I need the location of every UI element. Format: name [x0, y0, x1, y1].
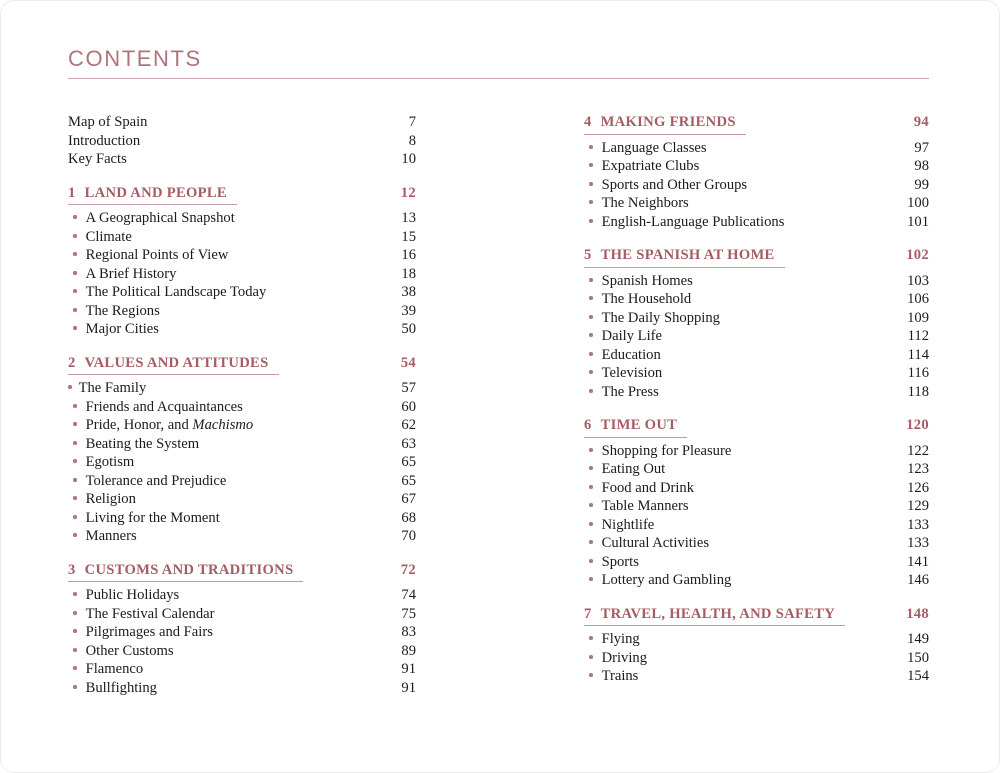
- bullet-icon: [73, 252, 77, 256]
- entry-page-number: 7: [408, 114, 416, 130]
- chapter-number: 3: [68, 561, 76, 578]
- front-matter-entry: [68, 113, 416, 132]
- bullet-icon: [73, 685, 77, 689]
- entry-label: Expatriate Clubs: [601, 158, 700, 174]
- entry-page-number: 109: [907, 309, 929, 326]
- toc-entry: [584, 630, 929, 649]
- bullet-icon: [589, 145, 593, 149]
- toc-entry: [68, 605, 416, 624]
- bullet-icon: [589, 577, 593, 581]
- chapter-number: 1: [68, 184, 76, 201]
- toc-chapter-heading: [68, 561, 416, 583]
- toc-column-right: [584, 113, 929, 697]
- entry-page-number: 8: [408, 132, 416, 149]
- entry-label: Tolerance and Prejudice: [85, 472, 227, 489]
- toc-entry: [584, 213, 929, 232]
- toc-section: [584, 246, 929, 401]
- toc-entry: [584, 460, 929, 479]
- chapter-page-number: 148: [906, 605, 929, 622]
- entry-label: Public Holidays: [85, 587, 180, 603]
- chapter-title: TRAVEL, HEALTH, AND SAFETY: [600, 605, 836, 622]
- entry-page-number: 16: [401, 247, 416, 263]
- entry-page-number: 83: [401, 624, 416, 640]
- chapter-title: TIME OUT: [600, 417, 678, 433]
- bullet-icon: [589, 296, 593, 300]
- toc-entry: [68, 679, 416, 698]
- toc-section: [68, 561, 416, 698]
- toc-chapter-heading: [584, 605, 929, 627]
- entry-page-number: 62: [401, 417, 416, 433]
- entry-label: Language Classes: [601, 139, 707, 156]
- entry-page-number: 112: [907, 328, 929, 344]
- toc-chapter-heading: [584, 113, 929, 135]
- entry-label: Food and Drink: [601, 479, 695, 496]
- entry-label: Daily Life: [601, 328, 662, 344]
- chapter-heading-text: [584, 416, 687, 438]
- chapter-page-number: 94: [913, 114, 929, 130]
- entry-label: Beating the System: [85, 435, 200, 452]
- bullet-icon: [589, 219, 593, 223]
- entry-label: Egotism: [85, 454, 135, 470]
- entry-page-number: 75: [401, 605, 416, 622]
- bullet-icon: [589, 559, 593, 563]
- entry-page-number: 74: [401, 587, 416, 603]
- toc-chapter-heading: [584, 246, 929, 268]
- bullet-icon: [73, 478, 77, 482]
- toc-chapter-heading: [68, 184, 416, 206]
- chapter-items: [584, 442, 929, 590]
- toc-entry: [584, 346, 929, 365]
- entry-label: Education: [601, 346, 661, 363]
- toc-entry: [68, 379, 416, 398]
- entry-page-number: 149: [907, 631, 929, 647]
- entry-label: The Festival Calendar: [85, 605, 215, 622]
- bullet-icon: [589, 200, 593, 204]
- entry-page-number: 10: [401, 151, 416, 167]
- toc-chapter-heading: [68, 354, 416, 376]
- bullet-icon: [589, 448, 593, 452]
- entry-page-number: 18: [401, 265, 416, 282]
- chapter-number: 5: [584, 247, 592, 263]
- entry-page-number: 13: [401, 210, 416, 226]
- entry-page-number: 101: [907, 213, 929, 230]
- bullet-icon: [73, 441, 77, 445]
- bullet-icon: [589, 333, 593, 337]
- chapter-title: LAND AND PEOPLE: [84, 184, 227, 201]
- toc-entry: [584, 534, 929, 553]
- chapter-page-number: 102: [906, 247, 929, 263]
- bullet-icon: [589, 485, 593, 489]
- entry-page-number: 118: [907, 383, 929, 400]
- entry-label: Other Customs: [85, 642, 174, 659]
- toc-entry: [584, 327, 929, 346]
- toc-entry: [584, 571, 929, 590]
- bullet-icon: [73, 234, 77, 238]
- toc-entry: [68, 320, 416, 339]
- bullet-icon: [589, 673, 593, 677]
- bullet-icon: [73, 422, 77, 426]
- entry-page-number: 103: [907, 272, 929, 289]
- entry-page-number: 97: [914, 139, 929, 156]
- bullet-icon: [68, 385, 72, 389]
- bullet-icon: [589, 278, 593, 282]
- toc-entry: [68, 642, 416, 661]
- bullet-icon: [589, 540, 593, 544]
- entry-label: Regional Points of View: [85, 247, 229, 263]
- entry-label: Manners: [85, 528, 137, 544]
- toc-chapter-heading: [584, 416, 929, 438]
- bullet-icon: [73, 289, 77, 293]
- toc-entry: [68, 209, 416, 228]
- entry-label: The Regions: [85, 302, 160, 319]
- chapter-page-number: 54: [400, 354, 416, 371]
- entry-page-number: 106: [907, 291, 929, 307]
- toc-section: [68, 184, 416, 339]
- entry-page-number: 146: [907, 572, 929, 588]
- entry-label-italic: Machismo: [192, 417, 254, 433]
- toc-entry: [584, 157, 929, 176]
- toc-entry: [584, 442, 929, 461]
- chapter-heading-text: [68, 561, 303, 583]
- bullet-icon: [589, 352, 593, 356]
- chapter-heading-text: [584, 605, 845, 627]
- entry-label: Friends and Acquaintances: [85, 398, 243, 415]
- entry-page-number: 133: [907, 535, 929, 551]
- toc-entry: [584, 364, 929, 383]
- entry-label: Cultural Activities: [601, 535, 710, 551]
- chapter-number: 7: [584, 605, 592, 622]
- entry-label: Nightlife: [601, 516, 655, 533]
- front-matter-entry: [68, 150, 416, 169]
- chapter-items: [68, 586, 416, 697]
- toc-entry: [68, 527, 416, 546]
- toc-section: [584, 416, 929, 590]
- entry-page-number: 63: [401, 435, 416, 452]
- entry-page-number: 65: [401, 454, 416, 470]
- chapter-page-number: 72: [400, 561, 416, 578]
- toc-entry: [68, 302, 416, 321]
- chapter-number: 2: [68, 354, 76, 371]
- toc-entry: [68, 265, 416, 284]
- entry-page-number: 98: [914, 158, 929, 174]
- entry-label: Shopping for Pleasure: [601, 442, 732, 459]
- page-title: CONTENTS: [68, 46, 202, 71]
- chapter-heading-text: [584, 246, 785, 268]
- toc-entry: [584, 194, 929, 213]
- entry-label: Religion: [85, 491, 136, 507]
- entry-page-number: 141: [907, 553, 929, 570]
- entry-page-number: 133: [907, 516, 929, 533]
- entry-label: Flying: [601, 631, 640, 647]
- entry-label: Lottery and Gambling: [601, 572, 732, 588]
- entry-page-number: 116: [907, 365, 929, 381]
- toc-entry: [68, 660, 416, 679]
- toc-entry: [68, 472, 416, 491]
- toc-entry: [584, 309, 929, 328]
- bullet-icon: [73, 629, 77, 633]
- chapter-items: [68, 379, 416, 546]
- toc-section: [68, 354, 416, 546]
- title-rule: [68, 78, 929, 79]
- entry-page-number: 60: [401, 398, 416, 415]
- entry-page-number: 129: [907, 498, 929, 514]
- chapter-title: MAKING FRIENDS: [600, 114, 736, 130]
- toc-entry: [68, 435, 416, 454]
- toc-entry: [584, 516, 929, 535]
- bullet-icon: [73, 611, 77, 615]
- entry-label: The Daily Shopping: [601, 309, 720, 326]
- entry-label: Pilgrimages and Fairs: [85, 624, 213, 640]
- bullet-icon: [73, 496, 77, 500]
- entry-label: Climate: [85, 228, 132, 245]
- chapter-items: [68, 209, 416, 339]
- entry-label: Trains: [601, 668, 639, 684]
- chapter-items: [584, 139, 929, 232]
- entry-page-number: 91: [401, 661, 416, 677]
- entry-label: A Brief History: [85, 265, 177, 282]
- toc-entry: [68, 283, 416, 302]
- entry-page-number: 100: [907, 195, 929, 211]
- bullet-icon: [73, 459, 77, 463]
- chapter-title: THE SPANISH AT HOME: [600, 247, 775, 263]
- entry-page-number: 154: [907, 668, 929, 684]
- bullet-icon: [589, 466, 593, 470]
- toc-columns: [68, 113, 929, 697]
- toc-entry: [68, 586, 416, 605]
- chapter-number: 6: [584, 417, 592, 433]
- entry-label: A Geographical Snapshot: [85, 210, 235, 226]
- entry-page-number: 123: [907, 461, 929, 477]
- toc-section: [584, 605, 929, 686]
- entry-label: Key Facts: [68, 151, 127, 167]
- entry-page-number: 15: [401, 228, 416, 245]
- entry-page-number: 91: [401, 679, 416, 696]
- toc-entry: [584, 479, 929, 498]
- chapter-heading-text: [68, 184, 237, 206]
- toc-section: [584, 113, 929, 231]
- toc-entry: [68, 509, 416, 528]
- bullet-icon: [589, 182, 593, 186]
- chapter-items: [584, 630, 929, 686]
- chapter-page-number: 120: [906, 417, 929, 433]
- entry-label: Introduction: [68, 132, 141, 149]
- bullet-icon: [589, 503, 593, 507]
- chapter-page-number: 12: [400, 184, 416, 201]
- bullet-icon: [589, 370, 593, 374]
- bullet-icon: [73, 666, 77, 670]
- entry-label: The Household: [601, 291, 692, 307]
- entry-page-number: 150: [907, 649, 929, 666]
- chapter-title: VALUES AND ATTITUDES: [84, 354, 269, 371]
- toc-entry: [68, 246, 416, 265]
- entry-page-number: 50: [401, 321, 416, 337]
- entry-page-number: 68: [401, 509, 416, 526]
- toc-entry: [584, 649, 929, 668]
- entry-page-number: 122: [907, 442, 929, 459]
- chapter-items: [584, 272, 929, 402]
- entry-page-number: 99: [914, 176, 929, 193]
- bullet-icon: [73, 271, 77, 275]
- entry-label: Flamenco: [85, 661, 144, 677]
- toc-entry: [68, 398, 416, 417]
- bullet-icon: [73, 592, 77, 596]
- toc-entry: [584, 497, 929, 516]
- front-matter-entry: [68, 132, 416, 151]
- entry-page-number: 114: [907, 346, 929, 363]
- bullet-icon: [589, 655, 593, 659]
- entry-page-number: 39: [401, 302, 416, 319]
- bullet-icon: [73, 215, 77, 219]
- chapter-number: 4: [584, 114, 592, 130]
- toc-entry: [584, 667, 929, 686]
- entry-page-number: 89: [401, 642, 416, 659]
- entry-label: English-Language Publications: [601, 213, 785, 230]
- toc-entry: [68, 490, 416, 509]
- entry-label: Television: [601, 365, 663, 381]
- entry-label: Sports and Other Groups: [601, 176, 748, 193]
- bullet-icon: [73, 308, 77, 312]
- entry-label: Map of Spain: [68, 114, 148, 130]
- entry-page-number: 57: [401, 380, 416, 396]
- entry-label: Pride, Honor, and Machismo: [85, 417, 254, 433]
- chapter-heading-text: [584, 113, 746, 135]
- chapter-heading-text: [68, 354, 279, 376]
- toc-entry: [584, 176, 929, 195]
- bullet-icon: [589, 636, 593, 640]
- bullet-icon: [73, 533, 77, 537]
- entry-label: Sports: [601, 553, 639, 570]
- toc-entry: [584, 290, 929, 309]
- entry-label: Bullfighting: [85, 679, 157, 696]
- front-matter-list: [68, 113, 416, 169]
- entry-label: The Political Landscape Today: [85, 284, 267, 300]
- toc-entry: [584, 272, 929, 291]
- entry-label: Driving: [601, 649, 647, 666]
- toc-entry: [584, 139, 929, 158]
- bullet-icon: [73, 326, 77, 330]
- entry-label: Major Cities: [85, 321, 159, 337]
- entry-page-number: 65: [401, 472, 416, 489]
- bullet-icon: [73, 648, 77, 652]
- entry-label: Living for the Moment: [85, 509, 220, 526]
- bullet-icon: [589, 163, 593, 167]
- entry-label: The Family: [78, 380, 147, 396]
- entry-label: The Neighbors: [601, 195, 689, 211]
- entry-label: Eating Out: [601, 461, 666, 477]
- entry-label: Table Manners: [601, 498, 689, 514]
- bullet-icon: [73, 515, 77, 519]
- bullet-icon: [589, 389, 593, 393]
- bullet-icon: [589, 522, 593, 526]
- entry-label: Spanish Homes: [601, 272, 693, 289]
- toc-entry: [68, 453, 416, 472]
- toc-column-left: [68, 113, 416, 697]
- bullet-icon: [73, 404, 77, 408]
- entry-page-number: 38: [401, 284, 416, 300]
- toc-entry: [68, 416, 416, 435]
- toc-entry: [68, 228, 416, 247]
- bullet-icon: [589, 315, 593, 319]
- chapter-title: CUSTOMS AND TRADITIONS: [84, 561, 294, 578]
- entry-label: The Press: [601, 383, 659, 400]
- entry-page-number: 67: [401, 491, 416, 507]
- toc-entry: [584, 553, 929, 572]
- entry-page-number: 70: [401, 528, 416, 544]
- entry-page-number: 126: [907, 479, 929, 496]
- toc-entry: [584, 383, 929, 402]
- toc-entry: [68, 623, 416, 642]
